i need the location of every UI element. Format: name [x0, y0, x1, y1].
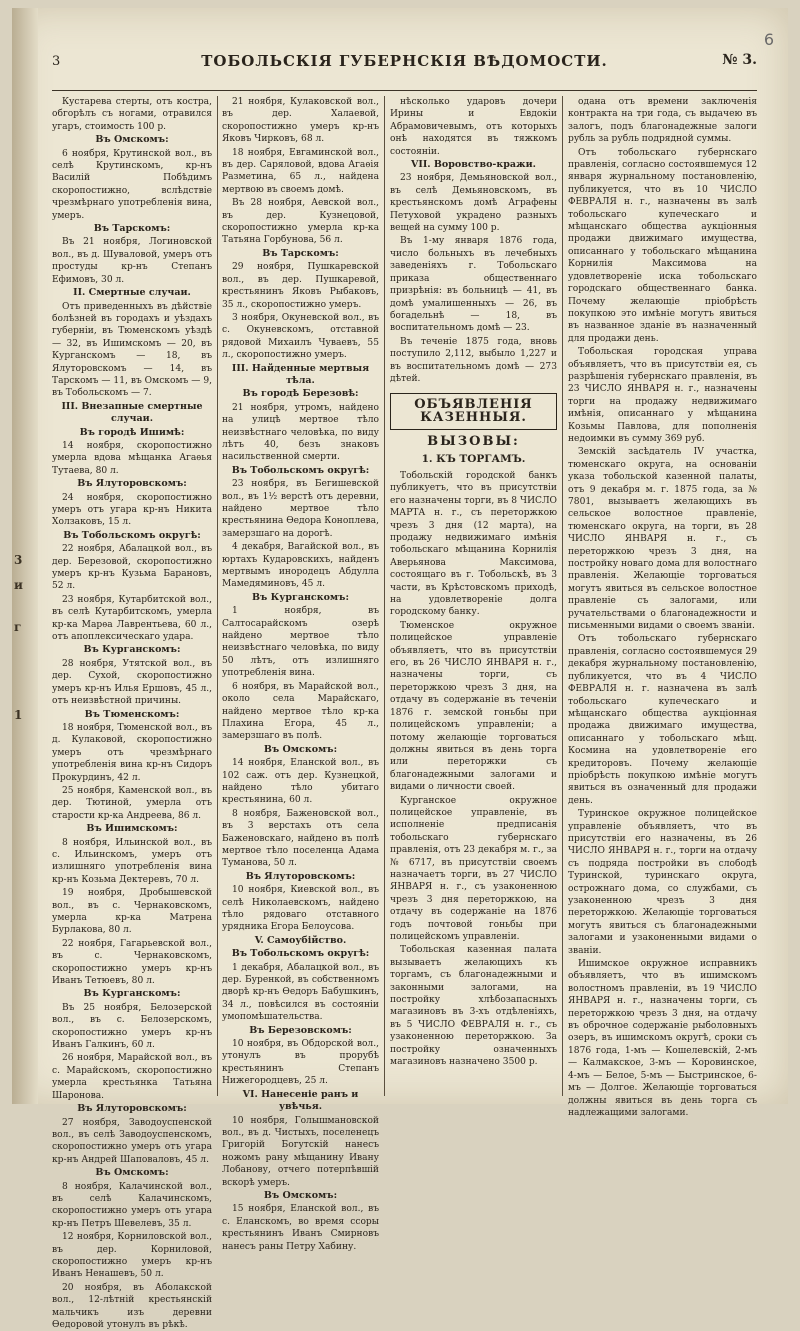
text-paragraph: 10 ноября, Голышмановской вол., въ д. Чистыхъ, поселенецъ Григорій Богутскій нанесъ ножомъ рану мѣщанину Ивану Лобанову, отчего потерпѣвшій вскорѣ умеръ.: [222, 1115, 379, 1188]
corner-pencil-note: 6: [763, 30, 774, 49]
section-heading: Въ Тобольскомъ округѣ:: [231, 464, 370, 476]
issue-number: № 3.: [722, 52, 757, 68]
text-paragraph: 12 ноября, Корниловской вол., въ дер. Корниловой, скоропостижно умеръ кр-нъ Иванъ Ненашевъ, 50 л.: [52, 1232, 212, 1280]
column-4: [568, 96, 757, 1118]
text-paragraph: Отъ тобольскаго губернскаго правленія, согласно состоявшемуся 12 января журнальному постановленію, публикуется, что въ 10 ЧИСЛО ФЕВРАЛЯ н. г., назначены въ залѣ тобольскаго купеческаго и мѣщанскаго общества аукціонныя продажи движимаго имущества, описаннаго у тобольскаго мѣщанина Корнилія Максимова на удовлетвореніе иска тобольскаго городскаго общественнаго банка. Почему желающіе пріобрѣсть покупкою это имѣніе могутъ явиться въ названное зданіе въ назначенный для продажи день.: [568, 147, 757, 344]
spine-mark: и: [14, 578, 23, 592]
text-paragraph: 21 ноября, утромъ, найдено на улицѣ мертвое тѣло неизвѣстнаго человѣка, по виду лѣтъ 40, безъ знаковъ насильственной смерти.: [222, 402, 379, 463]
text-paragraph: 8 ноября, Калачинской вол., въ селѣ Калачинскомъ, скоропостижно умеръ отъ угара кр-нъ Петръ Шевелевъ, 35 л.: [52, 1181, 212, 1229]
text-paragraph: 23 ноября, Кутарбитской вол., въ селѣ Кутарбитскомъ, умерла кр-ка Марѳа Лаврентьева, 60 л., отъ апоплексическаго удара.: [52, 594, 212, 643]
text-paragraph: 8 ноября, Ильинской вол., въ с. Ильинскомъ, умеръ отъ излишняго употребленія вина кр-нъ Козьма Дектеревъ, 70 л.: [52, 837, 212, 885]
section-heading: VII. Воровство-кражи.: [411, 159, 536, 171]
column-3-body: [390, 470, 557, 1069]
column-2: [222, 96, 379, 1252]
text-paragraph: Въ 28 ноября, Аевской вол., въ дер. Кузнецовой, скоропостижно умерла кр-ка Татьяна Горбунова, 56 л.: [222, 198, 379, 246]
section-heading: Въ Омскомъ:: [263, 1189, 338, 1201]
text-paragraph: 1 ноября, въ Салтосарайскомъ озерѣ найдено мертвое тѣло неизвѣстнаго человѣка, по виду 50 лѣтъ, отъ излишняго употребленія вина.: [222, 606, 379, 679]
text-paragraph: 29 ноября, Пушкаревской вол., въ дер. Пушкаревой, крестьянинъ Яковъ Рыбаковъ, 35 л., скоропостижно умеръ.: [222, 262, 379, 310]
text-paragraph: 10 ноября, въ Обдорской вол., утонулъ въ прорубѣ крестьянинъ Степанъ Нижегородцевъ, 25 л.: [222, 1039, 379, 1087]
section-heading: Въ Березовскомъ:: [249, 1024, 352, 1036]
section-heading: Въ Ишимскомъ:: [86, 823, 178, 835]
text-paragraph: 22 ноября, Гагарьевской вол., въ с. Чернаковскомъ, скоропостижно умеръ кр-нъ Иванъ Тетюевъ, 80 л.: [52, 938, 212, 987]
text-paragraph: 21 ноября, Кулаковской вол., въ дер. Халаевой, скоропостижно умеръ кр-нъ Яковъ Чирковъ, 68 л.: [222, 97, 379, 145]
text-paragraph: Въ 25 ноября, Белозерской вол., въ с. Белозерскомъ, скоропостижно умеръ кр-нъ Иванъ Галкинъ, 60 л.: [52, 1002, 212, 1051]
text-paragraph: одана отъ времени заключенія контракта на три года, съ выдачею въ залогъ, подъ благонадежные залоги рубль за рубль подрядной суммы.: [568, 97, 757, 145]
text-paragraph: Отъ тобольскаго губернскаго правленія, согласно состоявшемуся 29 декабря журнальному постановленію, публикуется, что въ 4 ЧИСЛО ФЕВРАЛЯ н. г. назначена въ залѣ тобольскаго купеческаго и мѣщанскаго общества аукціонная продажа движимаго имущества, описаннаго у тобольскаго мѣщ. Космина на удовлетвореніе его кредиторовъ. Почему желающіе пріобрѣсть покупкою имѣніе могутъ явиться въ означенный для продажи день.: [568, 634, 757, 806]
column-divider: [384, 96, 385, 1096]
text-paragraph: Ишимское окружное исправникъ объявляетъ, что въ ишимскомъ волостномъ правленіи, въ 19 ЧИСЛО ЯНВАРЯ н. г., назначены торги, съ переторжкою чрезъ 3 дня, на отдачу въ оброчное содержаніе рыболовныхъ озеръ, въ ишимскомъ округѣ, сроки съ 1876 года, 1-мъ — Кошелевскій, 2-мъ — Калмакское, 3-мъ — Коровинское, 4-мъ — Белое, 5-мъ — Быстринское, 6-мъ — Долгое. Желающіе торговаться должны явиться въ день торга съ надлежащими залогами.: [568, 959, 757, 1118]
section-heading: Въ Тобольскомъ округѣ:: [231, 948, 370, 960]
text-paragraph: Земскій засѣдатель IV участка, тюменскаго округа, на основаніи указа тобольской казенной палаты, отъ 9 декабря м. г. 1875 года, за № 7801, вызываетъ желающихъ въ сельское волостное правленіе, тюменскаго округа, на торги, въ 28 ЧИСЛО ЯНВАРЯ н. г., съ переторжкою чрезъ 3 дня, на постройку новаго дома для волостнаго правленія. Желающіе торговаться могутъ явиться въ сельское волостное правленіе съ залогами, или ручательствами о благонадежности и письменными видами о своемъ званіи.: [568, 447, 757, 632]
section-heading: Въ Ялуторовскомъ:: [77, 1103, 187, 1115]
text-paragraph: 6 ноября, Крутинской вол., въ селѣ Крутинскомъ, кр-нъ Василій Побѣдимъ скоропостижно, вслѣдствіе чрезмѣрнаго употребленія вина, умеръ.: [52, 148, 212, 221]
text-paragraph: 4 декабря, Вагайской вол., въ юртахъ Кударовскихъ, найденъ мертвымъ инородецъ Абдулла Мамедяминовъ, 45 л.: [222, 542, 379, 590]
text-paragraph: Въ теченіе 1875 года, вновь поступило 2,112, выбыло 1,227 и въ воспитательномъ домѣ — 273 дѣтей.: [390, 336, 557, 384]
section-heading: Въ Тюменскомъ:: [84, 708, 180, 720]
section-heading: Въ городѣ Ишимѣ:: [79, 426, 185, 438]
text-paragraph: Отъ приведенныхъ въ дѣйствіе болѣзней въ городахъ и уѣздахъ губерніи, въ Тюменскомъ уѣздѣ — 32, въ Ишимскомъ — 20, въ Курганскомъ — 18, въ Ялуторовскомъ — 14, въ Тарскомъ — 11, въ Омскомъ — 9, въ Тобольскомъ — 7.: [52, 301, 212, 399]
text-paragraph: 14 ноября, скоропостижно умерла вдова мѣщанка Агаѳья Тутаева, 80 л.: [52, 440, 212, 476]
page-spine: [12, 8, 38, 1104]
header-rule: [52, 90, 757, 91]
column-1: [52, 96, 212, 1330]
section-heading: Въ Омскомъ:: [95, 134, 169, 146]
section-heading: Въ Омскомъ:: [263, 743, 338, 755]
section-heading: Въ Ялуторовскомъ:: [245, 870, 356, 882]
text-paragraph: 23 ноября, въ Бегишевской вол., въ 1½ верстѣ отъ деревни, найдено мертвое тѣло крестьянина Ѳедора Коноплева, замерзшаго на дорогѣ.: [222, 479, 379, 539]
spine-mark: 3: [14, 553, 23, 567]
column-3-top: [390, 96, 557, 385]
text-paragraph: 18 ноября, Тюменской вол., въ д. Кулаковой, скоропостижно умеръ отъ чрезмѣрнаго употребленія вина кр-нъ Сидоръ Прокурдинъ, 42 л.: [52, 722, 212, 783]
column-divider: [217, 96, 218, 1096]
text-paragraph: Туринское окружное полицейское управленіе объявляетъ, что въ присутствіи его назначены, въ 26 ЧИСЛО ЯНВАРЯ н. г., торги на отдачу съ подряда постройки въ слободѣ Туринской, туринскаго округа, острожнаго дома, со службами, съ узаконенною чрезъ 3 дня переторжкою. Желающіе торговаться могутъ явиться съ благонадежными залогами и узаконенными видами о званіи.: [568, 809, 757, 956]
section-heading: Въ Тобольскомъ округѣ:: [63, 529, 201, 541]
text-paragraph: 27 ноября, Заводоуспенской вол., въ селѣ Заводоуспенскомъ, скоропостижно умеръ отъ угара кр-нъ Андрей Шаповаловъ, 45 л.: [52, 1117, 212, 1165]
text-paragraph: 24 ноября, скоропостижно умеръ отъ угара кр-нъ Никита Холзаковъ, 15 л.: [52, 492, 212, 528]
text-paragraph: Тюменское окружное полицейское управленіе объявляетъ, что въ присутствіи его, въ 26 ЧИСЛО ЯНВАРЯ н. г., назначены торги, съ переторжкою чрезъ 3 дня, на отдачу въ содержаніе въ теченіи 1876 г. земской гоньбы при полицейскомъ управленіи; а потому желающіе торговаться должны явиться въ день торга или переторжки съ благонадежными залогами и видами о личности своей.: [390, 620, 557, 793]
text-paragraph: Курганское окружное полицейское управленіе, въ исполненіе предписанія тобольскаго губернскаго правленія, отъ 23 декабря м. г., за № 6717, въ присутствіи своемъ назначаетъ торги, въ 27 ЧИСЛО ЯНВАРЯ н. г., съ узаконенною чрезъ 3 дня переторжкою, на отдачу въ содержаніе на 1876 годъ почтовой гоньбы при полицейскомъ управленіи.: [390, 795, 557, 942]
text-paragraph: Тобольская казенная палата вызываетъ желающихъ къ торгамъ, съ благонадежными и законными залогами, на постройку хлѣбозапасныхъ магазиновъ въ 3-хъ отдѣленіяхъ, въ 5 ЧИСЛО ФЕВРАЛЯ н. г., съ узаконенною переторжкою. За постройку означенныхъ магазиновъ назначено 3500 р.: [390, 945, 557, 1068]
text-paragraph: 6 ноября, въ Марайской вол., около села Марайскаго, найдено мертвое тѣло кр-ка Плахина Егора, 45 л., замерзшаго въ полѣ.: [222, 681, 379, 742]
text-paragraph: нѣсколько ударовъ дочери Ирины и Евдокіи Абрамовичевымъ, отъ которыхъ онѣ находятся въ тяжкомъ состояніи.: [390, 97, 557, 157]
section-heading: Въ Омскомъ:: [95, 1167, 169, 1179]
section-heading: V. Самоубійство.: [254, 934, 347, 946]
text-paragraph: 10 ноября, Киевской вол., въ селѣ Николаевскомъ, найдено тѣло рядоваго отставного урядника Егора Белоусова.: [222, 885, 379, 933]
section-heading: Въ Тарскомъ:: [262, 247, 339, 259]
text-paragraph: 18 ноября, Евгаминской вол., въ дер. Саряловой, вдова Агаѳія Разметина, 65 л., найдена мертвою въ своемъ домѣ.: [222, 147, 379, 195]
section-heading: Въ Тарскомъ:: [93, 223, 171, 235]
page-number: 3: [52, 54, 61, 69]
section-subheading: 1. КЪ ТОРГАМЪ.: [421, 452, 526, 465]
section-heading: VI. Нанесеніе ранъ и увѣчья.: [242, 1088, 359, 1113]
text-paragraph: 28 ноября, Утятской вол., въ дер. Сухой, скоропостижно умеръ кр-нъ Илья Ершовъ, 45 л., отъ неизвѣстной причины.: [52, 658, 212, 707]
column-3: [390, 96, 557, 1096]
section-heading: ВЫЗОВЫ:: [427, 434, 520, 450]
text-paragraph: 19 ноября, Дробышевской вол., въ с. Чернаковскомъ, умерла кр-ка Матрена Бурлакова, 80 л.: [52, 888, 212, 936]
text-paragraph: Тобольскій городской банкъ публикуетъ, что въ присутствіи его назначены торги, въ 8 ЧИСЛО МАРТА н. г., съ переторжкою чрезъ 3 дня (12 марта), на продажу недвижимаго имѣнія тобольскаго мѣщанина Корнилія Аверьянова Максимова, состоящаго въ г. Тобольскѣ, въ 3 части, въ Крѣстовскомъ приходѣ, на удовлетвореніе долга городскому банку.: [390, 470, 557, 618]
page-header: [52, 50, 757, 76]
text-paragraph: Кустарева стерты, отъ костра, обгорѣлъ съ ногами, отравился угаръ, стоимость 100 р.: [52, 97, 212, 132]
text-paragraph: 23 ноября, Демьяновской вол., въ селѣ Демьяновскомъ, въ крестьянскомъ домѣ Аграфены Петуховой украдено разныхъ вещей на сумму 100 р.: [390, 173, 557, 234]
section-heading: III. Найденные мертвыя тѣла.: [231, 362, 370, 386]
text-paragraph: Тобольская городская управа объявляетъ, что въ присутствіи ея, съ разрѣшенія губернскаго правленія, въ 23 ЧИСЛО ЯНВАРЯ н. г., назначены торги на продажу недвижимаго имѣнія, описаннаго у мѣщанина Козьмы Павлова, для пополненія недоимки въ сумму 369 руб.: [568, 347, 757, 444]
text-paragraph: 1 декабря, Абалацкой вол., въ дер. Буренкой, въ собственномъ дворѣ кр-нъ Ѳедоръ Бабушкинъ, 34 л., повѣсился въ состояніи умопомѣшательства.: [222, 962, 379, 1023]
section-banner: ОБЪЯВЛЕНІЯ КАЗЕННЫЯ.: [390, 393, 557, 430]
section-heading: III. Внезапные смертные случаи.: [61, 400, 203, 425]
spine-mark: 1: [14, 708, 23, 722]
text-paragraph: Въ 1-му января 1876 года, число больныхъ въ лечебныхъ заведеніяхъ г. Тобольскаго приказа общественнаго призрѣнія: въ больницѣ — 41, въ домѣ умалишенныхъ — 26, въ богадельнѣ — 18, въ воспитательномъ домѣ — 23.: [390, 236, 557, 334]
text-paragraph: 26 ноября, Марайской вол., въ с. Марайскомъ, скоропостижно умерла крестьянка Татьяна Шаронова.: [52, 1053, 212, 1101]
section-heading: II. Смертные случаи.: [73, 287, 191, 299]
text-paragraph: 22 ноября, Абалацкой вол., въ дер. Березовой, скоропостижно умеръ кр-нъ Кузьма Барановъ, 52 л.: [52, 544, 212, 592]
section-heading: Въ Курганскомъ:: [83, 988, 181, 1000]
section-heading: Въ городѣ Березовѣ:: [242, 388, 359, 400]
spine-mark: г: [14, 620, 22, 634]
text-paragraph: 15 ноября, Еланской вол., въ с. Еланскомъ, во время ссоры крестьянинъ Иванъ Смирновъ нанесъ раны Петру Хабину.: [222, 1204, 379, 1252]
text-paragraph: 20 ноября, въ Аболакской вол., 12-лѣтній крестьянскій мальчикъ изъ деревни Ѳедоровой утонулъ въ рѣкѣ.: [52, 1282, 212, 1330]
text-paragraph: 14 ноября, Еланской вол., въ 102 саж. отъ дер. Кузнецкой, найдено тѣло убитаго крестьянина, 60 л.: [222, 758, 379, 806]
text-paragraph: Въ 21 ноября, Логиновской вол., въ д. Шуваловой, умеръ отъ простуды кр-нъ Степанъ Ефимовъ, 30 л.: [52, 237, 212, 285]
newspaper-title: ТОБОЛЬСКІЯ ГУБЕРНСКІЯ ВѢДОМОСТИ.: [201, 52, 608, 70]
section-heading: Въ Ялуторовскомъ:: [77, 478, 187, 490]
section-heading: Въ Курганскомъ:: [252, 591, 349, 603]
text-paragraph: 25 ноября, Каменской вол., въ дер. Тютиной, умерла отъ старости кр-ка Андреева, 86 л.: [52, 785, 212, 821]
text-paragraph: 3 ноября, Окуневской вол., въ с. Окуневскомъ, отставной рядовой Михаилъ Чуваевъ, 55 л., скоропостижно умеръ.: [222, 312, 379, 361]
text-paragraph: 8 ноября, Баженовской вол., въ 3 верстахъ отъ села Баженовскаго, найдено въ полѣ мертвое тѣло поселенца Адама Туманова, 50 л.: [222, 808, 379, 869]
column-divider: [562, 96, 563, 1096]
section-heading: Въ Курганскомъ:: [83, 644, 181, 656]
newspaper-page: [12, 8, 788, 1330]
